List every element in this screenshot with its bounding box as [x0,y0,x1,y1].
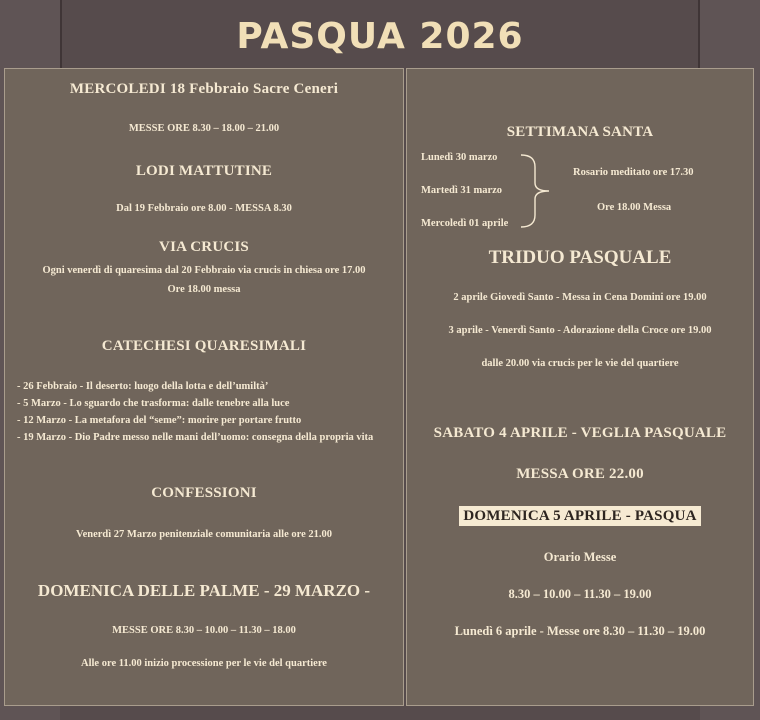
palme-masses: MESSE ORE 8.30 – 10.00 – 11.30 – 18.00 [112,625,296,636]
palme-procession: Alle ore 11.00 inizio processione per le vie del quartiere [81,658,327,669]
right-panel [406,68,754,706]
orario-label: Orario Messe [543,550,617,564]
catechesi-item: - 5 Marzo - Lo sguardo che trasforma: dalle tenebre alla luce [17,398,290,409]
messa-18-text: Ore 18.00 Messa [597,202,672,213]
day-item: Lunedì 30 marzo [421,152,498,163]
confessioni-heading: CONFESSIONI [151,485,257,501]
veglia-mass: MESSA ORE 22.00 [516,466,644,482]
ceneri-heading: MERCOLEDI 18 Febbraio Sacre Ceneri [69,81,339,97]
pasqua-heading-wrap [407,507,753,525]
settimana-heading: SETTIMANA SANTA [506,124,654,140]
day-item: Martedì 31 marzo [421,185,503,196]
confessioni-text: Venerdì 27 Marzo penitenziale comunitaria alle ore 21.00 [75,529,333,540]
lodi-heading: LODI MATTUTINE [135,163,273,179]
via-crucis-heading: VIA CRUCIS [159,239,249,255]
catechesi-item: - 12 Marzo - La metafora del “seme”: morire per portare frutto [17,415,302,426]
via-crucis-line: Ogni venerdì di quaresima dal 20 Febbraio via crucis in chiesa ore 17.00 [42,265,366,276]
palme-heading: DOMENICA DELLE PALME - 29 MARZO - [37,581,371,600]
brace-icon [519,153,555,229]
catechesi-item: - 26 Febbraio - Il deserto: luogo della lotta e dell’umiltà’ [17,381,269,392]
triduo-line: 3 aprile - Venerdì Santo - Adorazione della Croce ore 19.00 [448,325,712,336]
orario-times: 8.30 – 10.00 – 11.30 – 19.00 [508,587,652,601]
rosario-text: Rosario meditato ore 17.30 [573,167,694,178]
via-crucis-line: Ore 18.00 messa [167,284,241,295]
veglia-heading: SABATO 4 APRILE - VEGLIA PASQUALE [433,425,727,441]
pasqua-heading: DOMENICA 5 APRILE - PASQUA [459,506,700,526]
ceneri-masses: MESSE ORE 8.30 – 18.00 – 21.00 [128,123,280,134]
lunedi-line: Lunedì 6 aprile - Messe ore 8.30 – 11.30 – 19.00 [454,624,706,638]
triduo-line: dalle 20.00 via crucis per le vie del quartiere [481,358,679,369]
day-item: Mercoledì 01 aprile [421,218,509,229]
catechesi-item: - 19 Marzo - Dio Padre messo nelle mani dell’uomo: consegna della propria vita [17,432,374,443]
page-title: PASQUA 2026 [236,16,524,57]
catechesi-heading: CATECHESI QUARESIMALI [101,338,307,354]
lodi-text: Dal 19 Febbraio ore 8.00 - MESSA 8.30 [116,203,292,214]
triduo-line: 2 aprile Giovedì Santo - Messa in Cena Domini ore 19.00 [453,292,707,303]
triduo-heading: TRIDUO PASQUALE [488,247,672,268]
left-panel [4,68,404,706]
